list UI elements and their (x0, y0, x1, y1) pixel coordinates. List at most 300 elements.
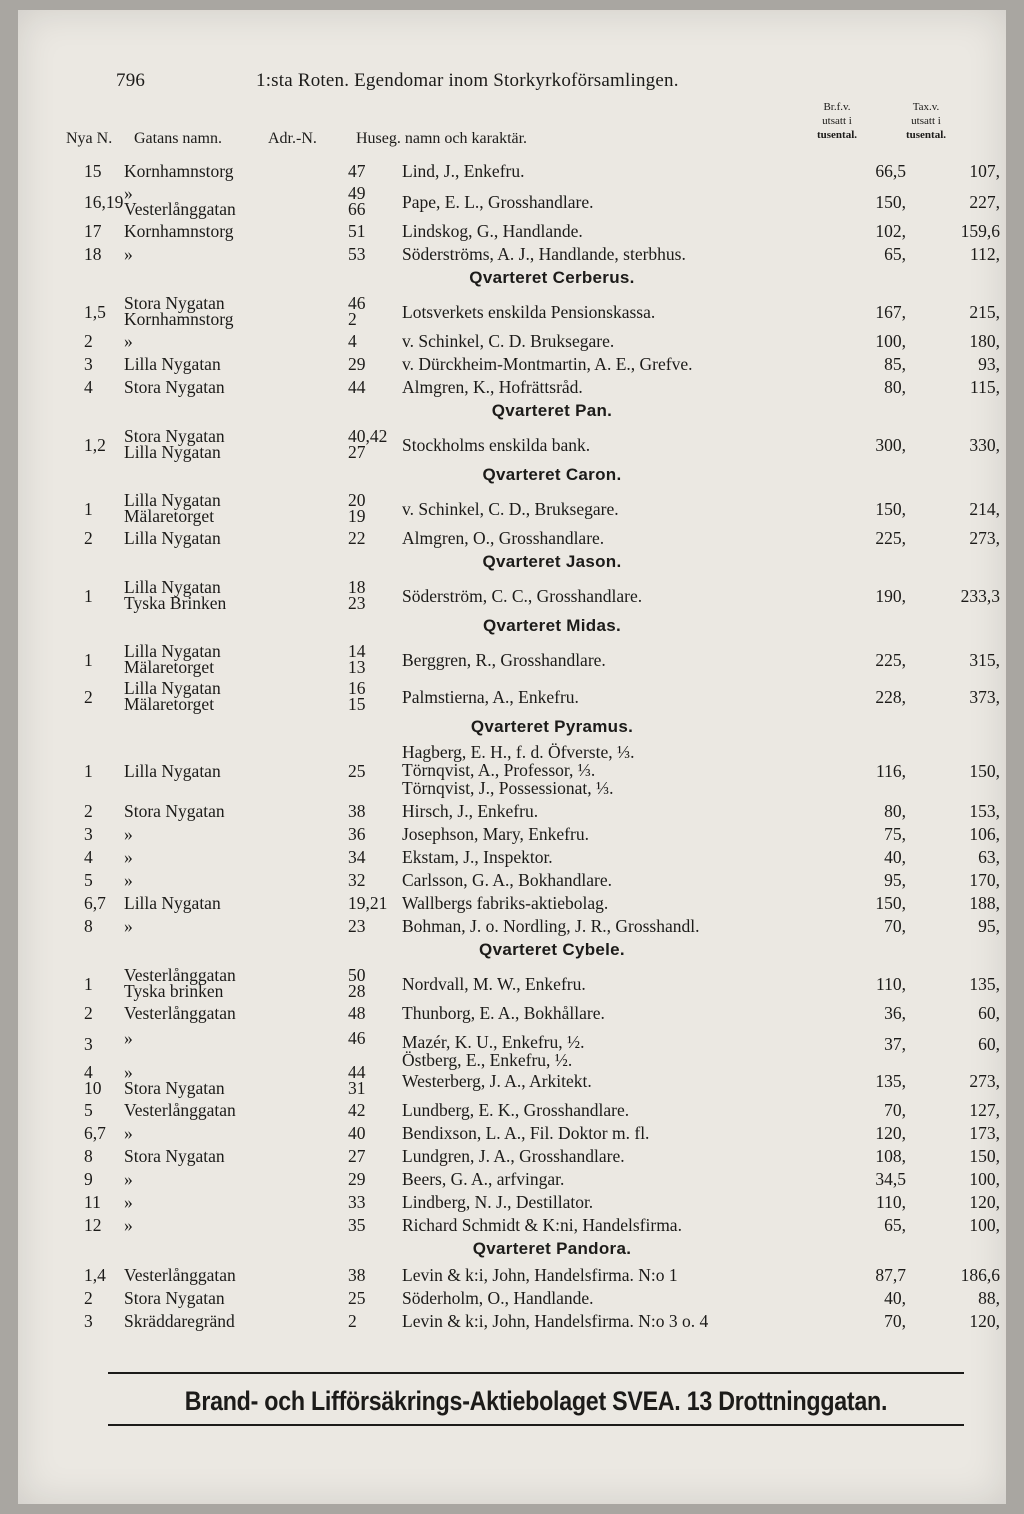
table-row (18, 1214, 1006, 1237)
tax-value: 115, (970, 377, 1000, 397)
advertisement-banner: Brand- och Lifförsäkrings-Aktiebolaget SVEA. 13 Drottninggatan. (184, 1386, 888, 1416)
owner-name: Pape, E. L., Grosshandlare. (402, 192, 594, 212)
street-line: Stora Nygatan (124, 1078, 225, 1098)
table-row (18, 160, 1006, 183)
owner-line: Mazér, K. U., Enkefru, ½. (402, 1032, 585, 1052)
fire-insurance-value: 100, (875, 331, 906, 351)
row-number: 2 (84, 528, 93, 548)
table-row (18, 527, 1006, 550)
owner-name: Almgren, K., Hofrättsråd. (402, 377, 583, 397)
street-line: » (124, 183, 133, 203)
street-name: » (124, 870, 133, 890)
row-number: 2 (84, 1288, 93, 1308)
fire-insurance-value: 190, (875, 586, 906, 606)
row-number: 1 (84, 650, 93, 670)
row-number: 1 (84, 974, 93, 994)
street-line: Mälaretorget (124, 657, 215, 677)
row-number: 3 (84, 354, 93, 374)
fire-insurance-value: 34,5 (875, 1169, 906, 1189)
block-heading-row (18, 399, 1006, 426)
col-tax-header-top: Tax.v. (912, 101, 940, 113)
address-number: 25 (348, 761, 366, 781)
address-line: 16 (348, 678, 366, 698)
address-number: 40 (348, 1123, 366, 1143)
tax-value: 63, (978, 847, 1000, 867)
row-number: 4 (84, 847, 93, 867)
owner-name: Palmstierna, A., Enkefru. (402, 687, 579, 707)
fire-insurance-value: 95, (884, 870, 906, 890)
col-street-header: Gatans namn. (134, 130, 222, 147)
block-title: Qvarteret Pan. (491, 401, 613, 420)
street-name: Lilla Nygatan (124, 354, 221, 374)
fire-insurance-value: 70, (884, 1311, 906, 1331)
owner-name: Stockholms enskilda bank. (402, 435, 591, 455)
address-line: 28 (348, 981, 366, 1001)
table-row (18, 1191, 1006, 1214)
street-line: Lilla Nygatan (124, 641, 221, 661)
tax-value: 273, (969, 528, 1000, 548)
col-brf-header-top: Br.f.v. (823, 101, 851, 113)
owner-name: Richard Schmidt & K:ni, Handelsfirma. (402, 1215, 682, 1235)
row-number: 6,7 (84, 893, 106, 913)
address-number (348, 643, 404, 675)
row-number: 5 (84, 870, 93, 890)
owner-line: Östberg, E., Enkefru, ½. (402, 1050, 573, 1070)
block-title: Qvarteret Cerberus. (469, 268, 635, 287)
fire-insurance-value: 40, (884, 1288, 906, 1308)
address-number (348, 185, 404, 217)
tax-value: 112, (970, 244, 1000, 264)
table-row (18, 1062, 1006, 1099)
fire-insurance-value: 110, (876, 974, 906, 994)
address-number: 46 (348, 1028, 366, 1048)
col-tax-header-bot: tusental. (905, 129, 947, 141)
tax-value: 60, (978, 1003, 1000, 1023)
fire-insurance-value: 120, (875, 1123, 906, 1143)
row-number: 8 (84, 916, 93, 936)
street-name: » (124, 331, 133, 351)
block-title: Qvarteret Pyramus. (470, 717, 634, 736)
table-row (18, 869, 1006, 892)
owner-name: Levin & k:i, John, Handelsfirma. N:o 3 o. 4 (402, 1311, 709, 1331)
tax-value: 180, (969, 331, 1000, 351)
tax-value: 227, (969, 192, 1000, 212)
address-line: 20 (348, 490, 366, 510)
street-name (124, 492, 221, 524)
col-owner-header: Huseg. namn och karaktär. (356, 130, 528, 147)
street-line: Lilla Nygatan (124, 442, 221, 462)
table-row (18, 490, 1006, 527)
address-line: 23 (348, 593, 366, 613)
tax-value: 153, (969, 801, 1000, 821)
address-line: 27 (348, 442, 366, 462)
owner-name: Ekstam, J., Inspektor. (402, 847, 553, 867)
row-number: 5 (84, 1100, 93, 1120)
fire-insurance-value: 80, (884, 377, 906, 397)
address-number: 32 (348, 870, 366, 890)
tax-value: 315, (969, 650, 1000, 670)
page-number: 796 (116, 70, 146, 91)
street-name: » (124, 1192, 133, 1212)
table-row (18, 293, 1006, 330)
tax-value: 120, (969, 1192, 1000, 1212)
table-row (18, 1310, 1006, 1333)
owner-name: Beers, G. A., arfvingar. (402, 1169, 565, 1189)
owner-name: Hirsch, J., Enkefru. (402, 801, 539, 821)
table-row (18, 426, 1006, 463)
street-name (124, 967, 236, 999)
fire-insurance-value: 135, (875, 1071, 906, 1091)
table-row (18, 823, 1006, 846)
table-row (18, 577, 1006, 614)
table-row (18, 742, 1006, 800)
street-name: » (124, 1123, 133, 1143)
tax-value: 330, (969, 435, 1000, 455)
address-number (348, 492, 404, 524)
street-line: Lilla Nygatan (124, 678, 221, 698)
fire-insurance-value: 150, (875, 499, 906, 519)
row-number: 1,5 (84, 302, 106, 322)
owner-name: Westerberg, J. A., Arkitekt. (402, 1071, 592, 1091)
street-name (124, 295, 234, 327)
street-name: Stora Nygatan (124, 377, 225, 397)
fire-insurance-value: 70, (884, 916, 906, 936)
owner-line: Hagberg, E. H., f. d. Öfverste, ⅓. (402, 742, 635, 762)
tax-value: 95, (978, 916, 1000, 936)
tax-value: 186,6 (960, 1265, 1000, 1285)
row-number: 8 (84, 1146, 93, 1166)
owner-name: Josephson, Mary, Enkefru. (402, 824, 589, 844)
street-name: Stora Nygatan (124, 1288, 225, 1308)
table-row (18, 353, 1006, 376)
street-line: Vesterlånggatan (124, 965, 236, 985)
row-number: 1,2 (84, 435, 106, 455)
address-line: 15 (348, 694, 366, 714)
street-line: Mälaretorget (124, 694, 215, 714)
fire-insurance-value: 225, (875, 650, 906, 670)
table-row (18, 800, 1006, 823)
block-title: Qvarteret Cybele. (479, 940, 625, 959)
table-row (18, 243, 1006, 266)
owner-name: v. Schinkel, C. D. Bruksegare. (402, 331, 615, 351)
tax-value: 120, (969, 1311, 1000, 1331)
address-number: 25 (348, 1288, 366, 1308)
address-line: 66 (348, 199, 366, 219)
row-number (84, 1064, 102, 1096)
page-title: 1:sta Roten. Egendomar inom Storkyrkoförsamlingen. (256, 70, 679, 91)
fire-insurance-value: 87,7 (875, 1265, 906, 1285)
fire-insurance-value: 150, (875, 192, 906, 212)
owner-name: Lotsverkets enskilda Pensionskassa. (402, 302, 656, 322)
address-number (348, 579, 404, 611)
address-number: 47 (348, 161, 366, 181)
col-tax-header-mid: utsatt i (911, 115, 941, 127)
row-number: 3 (84, 1311, 93, 1331)
address-number (348, 428, 404, 460)
fire-insurance-value: 228, (875, 687, 906, 707)
address-number: 42 (348, 1100, 366, 1120)
address-number: 34 (348, 847, 366, 867)
street-line: Stora Nygatan (124, 293, 225, 313)
table-row (18, 183, 1006, 220)
address-line: 49 (348, 183, 366, 203)
street-line: » (124, 1062, 133, 1082)
block-title: Qvarteret Pandora. (472, 1239, 632, 1258)
tax-value: 150, (969, 1146, 1000, 1166)
address-number: 29 (348, 1169, 366, 1189)
fire-insurance-value: 40, (884, 847, 906, 867)
address-number (348, 1064, 404, 1096)
row-number: 1,4 (84, 1265, 106, 1285)
block-heading-row (18, 550, 1006, 577)
address-line: 18 (348, 577, 366, 597)
row-number: 17 (84, 221, 102, 241)
tax-value: 60, (978, 1034, 1000, 1054)
row-number: 12 (84, 1215, 102, 1235)
address-number (348, 295, 404, 327)
street-name (124, 1064, 225, 1096)
owner-name: Lind, J., Enkefru. (402, 161, 525, 181)
street-line: Mälaretorget (124, 506, 215, 526)
street-name: Vesterlånggatan (124, 1100, 236, 1120)
address-number: 53 (348, 244, 366, 264)
street-name (124, 579, 226, 611)
row-number-line: 10 (84, 1078, 102, 1098)
street-name: Vesterlånggatan (124, 1003, 236, 1023)
owner-name: v. Schinkel, C. D., Bruksegare. (402, 499, 619, 519)
row-number: 2 (84, 687, 93, 707)
fire-insurance-value: 75, (884, 824, 906, 844)
owner-name: Bohman, J. o. Nordling, J. R., Grosshandl. (402, 916, 700, 936)
row-number: 3 (84, 1034, 93, 1054)
block-heading-row (18, 463, 1006, 490)
address-number: 22 (348, 528, 366, 548)
owner-name: Söderströms, A. J., Handlande, sterbhus. (402, 244, 686, 264)
street-line: Tyska brinken (124, 981, 224, 1001)
owner-name: Wallbergs fabriks-aktiebolag. (402, 893, 609, 913)
tax-value: 188, (969, 893, 1000, 913)
street-line: Tyska Brinken (124, 593, 227, 613)
street-name: Lilla Nygatan (124, 761, 221, 781)
address-number: 4 (348, 331, 357, 351)
table-row (18, 1122, 1006, 1145)
tax-value: 273, (969, 1071, 1000, 1091)
table-row (18, 1145, 1006, 1168)
address-line: 13 (348, 657, 366, 677)
fire-insurance-value: 108, (875, 1146, 906, 1166)
address-number: 38 (348, 1265, 366, 1285)
owner-name: v. Dürckheim-Montmartin, A. E., Grefve. (402, 354, 693, 374)
block-heading-row (18, 1237, 1006, 1264)
tax-value: 127, (969, 1100, 1000, 1120)
tax-value: 100, (969, 1215, 1000, 1235)
owner-name (402, 743, 634, 797)
owner-name: Levin & k:i, John, Handelsfirma. N:o 1 (402, 1265, 678, 1285)
owner-name: Thunborg, E. A., Bokhållare. (402, 1003, 605, 1023)
street-name: » (124, 1215, 133, 1235)
row-number: 11 (84, 1192, 101, 1212)
tax-value: 150, (969, 761, 1000, 781)
address-line: 50 (348, 965, 366, 985)
fire-insurance-value: 70, (884, 1100, 906, 1120)
address-line: 46 (348, 293, 366, 313)
owner-name: Nordvall, M. W., Enkefru. (402, 974, 586, 994)
tax-value: 214, (969, 499, 1000, 519)
street-line: Lilla Nygatan (124, 577, 221, 597)
fire-insurance-value: 150, (875, 893, 906, 913)
owner-name: Lundgren, J. A., Grosshandlare. (402, 1146, 625, 1166)
street-name (124, 680, 221, 712)
block-heading-row (18, 266, 1006, 293)
address-number: 36 (348, 824, 366, 844)
street-name: Stora Nygatan (124, 801, 225, 821)
tax-value: 100, (969, 1169, 1000, 1189)
owner-name: Söderholm, O., Handlande. (402, 1288, 594, 1308)
street-name: Stora Nygatan (124, 1146, 225, 1166)
address-number (348, 967, 404, 999)
fire-insurance-value: 116, (876, 761, 906, 781)
street-line: Lilla Nygatan (124, 490, 221, 510)
fire-insurance-value: 36, (884, 1003, 906, 1023)
col-nr-header: Nya N. (66, 130, 113, 147)
tax-value: 93, (978, 354, 1000, 374)
owner-name: Carlsson, G. A., Bokhandlare. (402, 870, 612, 890)
table-row (18, 678, 1006, 715)
address-number (348, 680, 404, 712)
row-number: 1 (84, 586, 93, 606)
row-number: 4 (84, 377, 93, 397)
owner-name: Berggren, R., Grosshandlare. (402, 650, 606, 670)
tax-value: 159,6 (960, 221, 1000, 241)
row-number-line: 4 (84, 1062, 93, 1082)
fire-insurance-value: 225, (875, 528, 906, 548)
tax-value: 215, (969, 302, 1000, 322)
table-row (18, 376, 1006, 399)
fire-insurance-value: 110, (876, 1192, 906, 1212)
address-line: 14 (348, 641, 366, 661)
owner-name: Lindberg, N. J., Destillator. (402, 1192, 594, 1212)
row-number: 2 (84, 331, 93, 351)
address-number: 27 (348, 1146, 366, 1166)
owner-name: Almgren, O., Grosshandlare. (402, 528, 605, 548)
fire-insurance-value: 37, (884, 1034, 906, 1054)
street-name: » (124, 847, 133, 867)
address-line: 44 (348, 1062, 366, 1082)
table-row (18, 1025, 1006, 1070)
tax-value: 135, (969, 974, 1000, 994)
tax-value: 373, (969, 687, 1000, 707)
footer-rule-bottom (108, 1424, 964, 1426)
block-title: Qvarteret Jason. (482, 552, 622, 571)
address-number: 48 (348, 1003, 366, 1023)
col-brf-header-bot: tusental. (816, 129, 858, 141)
address-number: 23 (348, 916, 366, 936)
row-number: 1 (84, 761, 93, 781)
table-row (18, 220, 1006, 243)
table-row (18, 1099, 1006, 1122)
table-row (18, 915, 1006, 938)
tax-value: 170, (969, 870, 1000, 890)
document-page (18, 10, 1006, 1504)
table-row (18, 892, 1006, 915)
row-number: 16,19 (84, 192, 124, 212)
row-number: 1 (84, 499, 93, 519)
owner-line: Törnqvist, A., Professor, ⅓. (402, 760, 596, 780)
street-name (124, 428, 225, 460)
owner-name: Bendixson, L. A., Fil. Doktor m. fl. (402, 1123, 650, 1143)
block-heading-row (18, 938, 1006, 965)
table-row (18, 846, 1006, 869)
row-number: 2 (84, 801, 93, 821)
fire-insurance-value: 85, (884, 354, 906, 374)
owner-line: Törnqvist, J., Possessionat, ⅓. (402, 778, 614, 798)
block-title: Qvarteret Caron. (482, 465, 622, 484)
row-number: 3 (84, 824, 93, 844)
street-name: Lilla Nygatan (124, 893, 221, 913)
street-name: Kornhamnstorg (124, 161, 234, 181)
col-brf-header-mid: utsatt i (822, 115, 852, 127)
address-number: 19,21 (348, 893, 388, 913)
footer-rule-top (108, 1372, 964, 1374)
address-line: 40,42 (348, 426, 388, 446)
address-number: 33 (348, 1192, 366, 1212)
street-name: » (124, 1169, 133, 1189)
tax-value: 107, (969, 161, 1000, 181)
street-name: » (124, 824, 133, 844)
address-line: 31 (348, 1078, 366, 1098)
tax-value: 173, (969, 1123, 1000, 1143)
fire-insurance-value: 167, (875, 302, 906, 322)
table-row (18, 641, 1006, 678)
table-row (18, 1264, 1006, 1287)
row-number: 18 (84, 244, 102, 264)
row-number: 6,7 (84, 1123, 106, 1143)
block-heading-row (18, 715, 1006, 742)
address-line: 19 (348, 506, 366, 526)
table-row (18, 1002, 1006, 1025)
table-row (18, 965, 1006, 1002)
address-number: 44 (348, 377, 366, 397)
fire-insurance-value: 102, (875, 221, 906, 241)
street-name: Skräddaregränd (124, 1311, 235, 1331)
street-name (124, 643, 221, 675)
table-row (18, 1287, 1006, 1310)
fire-insurance-value: 65, (884, 1215, 906, 1235)
street-name: Kornhamnstorg (124, 221, 234, 241)
address-number: 51 (348, 221, 366, 241)
table-row (18, 330, 1006, 353)
block-title: Qvarteret Midas. (482, 616, 622, 635)
fire-insurance-value: 80, (884, 801, 906, 821)
address-number: 35 (348, 1215, 366, 1235)
tax-value: 88, (978, 1288, 1000, 1308)
row-number: 2 (84, 1003, 93, 1023)
owner-name: Lindskog, G., Handlande. (402, 221, 583, 241)
street-line: Kornhamnstorg (124, 309, 234, 329)
street-name: Lilla Nygatan (124, 528, 221, 548)
tax-value: 106, (969, 824, 1000, 844)
fire-insurance-value: 66,5 (875, 161, 906, 181)
street-name: » (124, 916, 133, 936)
tax-value: 233,3 (960, 586, 1000, 606)
owner-name: Söderström, C. C., Grosshandlare. (402, 586, 643, 606)
block-heading-row (18, 614, 1006, 641)
table-row (18, 1168, 1006, 1191)
col-adr-header: Adr.-N. (268, 130, 317, 147)
street-line: Stora Nygatan (124, 426, 225, 446)
address-line: 2 (348, 309, 357, 329)
street-name: Vesterlånggatan (124, 1265, 236, 1285)
